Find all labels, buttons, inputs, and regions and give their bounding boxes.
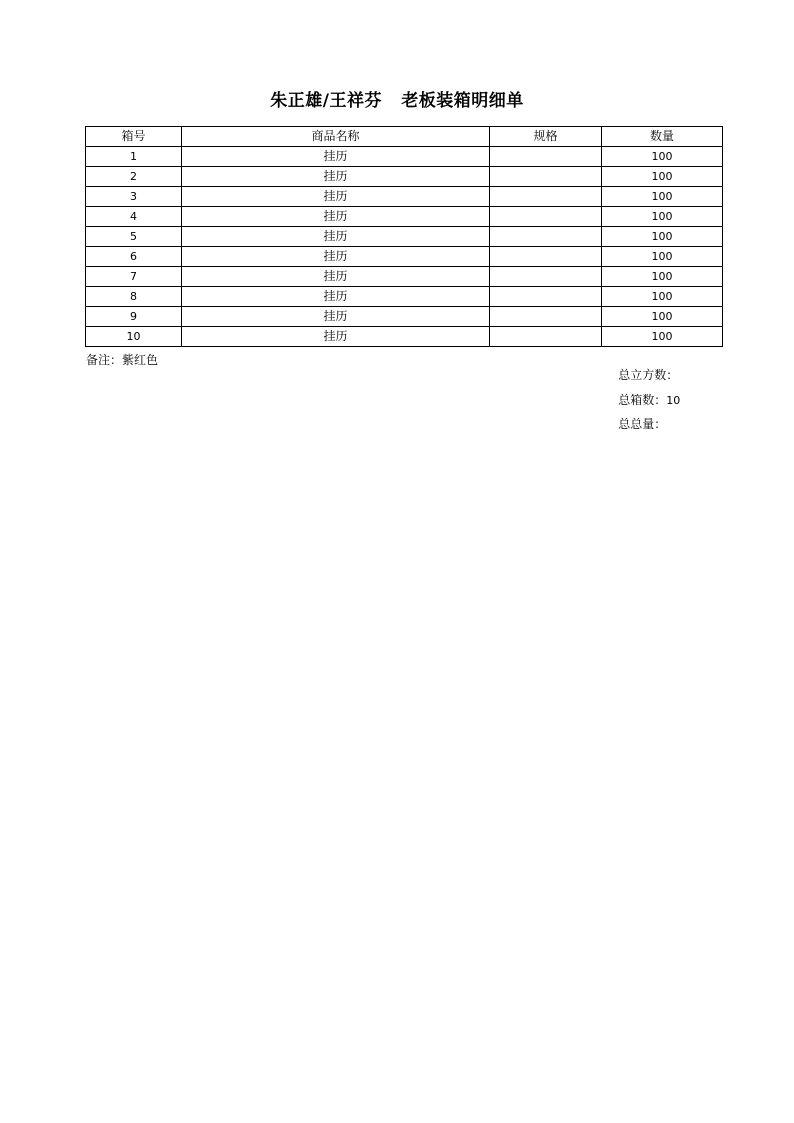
box-number-cell: 4 bbox=[86, 207, 182, 227]
table-row bbox=[86, 327, 723, 347]
total-boxes-label: 总箱数： bbox=[618, 392, 667, 407]
remark bbox=[86, 351, 158, 368]
specification-cell bbox=[490, 327, 602, 347]
product-name-cell: 挂历 bbox=[182, 147, 490, 167]
column-header-box-number: 箱号 bbox=[86, 127, 182, 147]
box-number-cell: 5 bbox=[86, 227, 182, 247]
quantity-cell: 100 bbox=[602, 147, 723, 167]
quantity-cell: 100 bbox=[602, 207, 723, 227]
table-row bbox=[86, 207, 723, 227]
table-row bbox=[86, 147, 723, 167]
quantity-cell: 100 bbox=[602, 167, 723, 187]
table-row bbox=[86, 287, 723, 307]
specification-cell bbox=[490, 247, 602, 267]
total-volume-label: 总立方数： bbox=[618, 368, 679, 382]
box-number-cell: 7 bbox=[86, 267, 182, 287]
specification-cell bbox=[490, 227, 602, 247]
box-number-cell: 8 bbox=[86, 287, 182, 307]
quantity-cell: 100 bbox=[602, 287, 723, 307]
quantity-cell: 100 bbox=[602, 267, 723, 287]
box-number-cell: 6 bbox=[86, 247, 182, 267]
box-number-cell: 9 bbox=[86, 307, 182, 327]
box-number-cell: 10 bbox=[86, 327, 182, 347]
column-header-product-name: 商品名称 bbox=[182, 127, 490, 147]
quantity-cell: 100 bbox=[602, 227, 723, 247]
product-name-cell: 挂历 bbox=[182, 227, 490, 247]
specification-cell bbox=[490, 147, 602, 167]
table-row bbox=[86, 227, 723, 247]
total-volume bbox=[603, 348, 680, 382]
specification-cell bbox=[490, 207, 602, 227]
product-name-cell: 挂历 bbox=[182, 267, 490, 287]
packing-list-table bbox=[85, 126, 723, 347]
quantity-cell: 100 bbox=[602, 247, 723, 267]
total-weight-label: 总总量： bbox=[618, 417, 667, 431]
product-name-cell: 挂历 bbox=[182, 287, 490, 307]
table-header-row bbox=[86, 127, 723, 147]
quantity-cell: 100 bbox=[602, 327, 723, 347]
table-row bbox=[86, 267, 723, 287]
product-name-cell: 挂历 bbox=[182, 187, 490, 207]
column-header-specification: 规格 bbox=[490, 127, 602, 147]
page-title: 朱正雄/王祥芬 老板装箱明细单 bbox=[270, 91, 524, 111]
remark-value: 紫红色 bbox=[122, 353, 159, 367]
quantity-cell: 100 bbox=[602, 307, 723, 327]
total-boxes-value: 10 bbox=[666, 393, 681, 407]
specification-cell bbox=[490, 267, 602, 287]
specification-cell bbox=[490, 307, 602, 327]
box-number-cell: 3 bbox=[86, 187, 182, 207]
product-name-cell: 挂历 bbox=[182, 167, 490, 187]
table-row bbox=[86, 187, 723, 207]
column-header-quantity: 数量 bbox=[602, 127, 723, 147]
quantity-cell: 100 bbox=[602, 187, 723, 207]
product-name-cell: 挂历 bbox=[182, 307, 490, 327]
product-name-cell: 挂历 bbox=[182, 327, 490, 347]
product-name-cell: 挂历 bbox=[182, 247, 490, 267]
specification-cell bbox=[490, 167, 602, 187]
table-row bbox=[86, 247, 723, 267]
specification-cell bbox=[490, 287, 602, 307]
table-row bbox=[86, 167, 723, 187]
table-row bbox=[86, 307, 723, 327]
specification-cell bbox=[490, 187, 602, 207]
totals-summary bbox=[603, 348, 681, 431]
box-number-cell: 2 bbox=[86, 167, 182, 187]
box-number-cell: 1 bbox=[86, 147, 182, 167]
remark-label: 备注： bbox=[86, 353, 123, 367]
product-name-cell: 挂历 bbox=[182, 207, 490, 227]
